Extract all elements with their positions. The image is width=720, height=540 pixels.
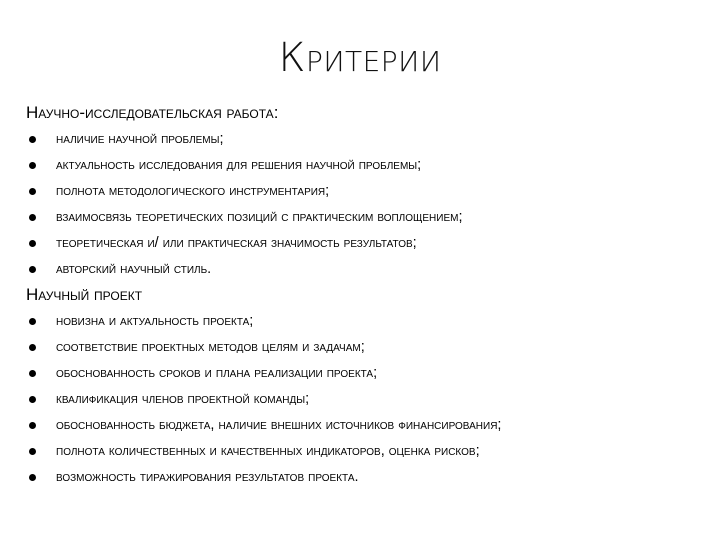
bullet-icon <box>29 214 36 221</box>
list-item-text: обоснованность бюджета, наличие внешних источников финансирования; <box>56 417 502 433</box>
list-item-text: теоретическая и/ или практическая значимость результатов; <box>56 235 417 251</box>
bullet-icon <box>29 396 36 403</box>
slide-content <box>26 100 706 490</box>
list-item-text: авторский научный стиль. <box>56 261 212 277</box>
bullet-icon <box>29 266 36 273</box>
bullet-icon <box>29 474 36 481</box>
list-item <box>26 334 706 360</box>
list-item-text: соответствие проектных методов целям и задачам; <box>56 339 365 355</box>
bullet-icon <box>29 344 36 351</box>
list-item-text: возможность тиражирования результатов проекта. <box>56 469 359 485</box>
section-heading-research-project: Научный проект <box>26 285 143 304</box>
list-item-text: обоснованность сроков и плана реализации проекта; <box>56 365 378 381</box>
bullet-icon <box>29 162 36 169</box>
list-item <box>26 178 706 204</box>
bullet-icon <box>29 136 36 143</box>
list-item <box>26 126 706 152</box>
section-heading-research-work: Научно-исследовательская работа: <box>26 103 279 122</box>
list-item <box>26 438 706 464</box>
list-item-text: актуальность исследования для решения научной проблемы; <box>56 157 422 173</box>
list-item <box>26 360 706 386</box>
list-item <box>26 464 706 490</box>
bullet-icon <box>29 448 36 455</box>
list-item <box>26 308 706 334</box>
list-item <box>26 412 616 438</box>
list-item <box>26 230 706 256</box>
bullet-icon <box>29 318 36 325</box>
list-item-text: наличие научной проблемы; <box>56 131 224 147</box>
research-project-criteria-list <box>26 308 706 490</box>
list-item-text: квалификация членов проектной команды; <box>56 391 310 407</box>
list-item-text: полнота количественных и качественных индикаторов, оценка рисков; <box>56 443 480 459</box>
bullet-icon <box>29 422 36 429</box>
list-item <box>26 256 706 282</box>
research-work-criteria-list <box>26 126 706 282</box>
list-item-text: полнота методологического инструментария; <box>56 183 330 199</box>
list-item-text: новизна и актуальность проекта; <box>56 313 254 329</box>
list-item <box>26 204 706 230</box>
slide-title: Критерии <box>278 35 442 81</box>
list-item-text: взаимосвязь теоретических позиций с практическим воплощением; <box>56 209 463 225</box>
bullet-icon <box>29 240 36 247</box>
list-item <box>26 152 706 178</box>
bullet-icon <box>29 188 36 195</box>
list-item <box>26 386 706 412</box>
bullet-icon <box>29 370 36 377</box>
